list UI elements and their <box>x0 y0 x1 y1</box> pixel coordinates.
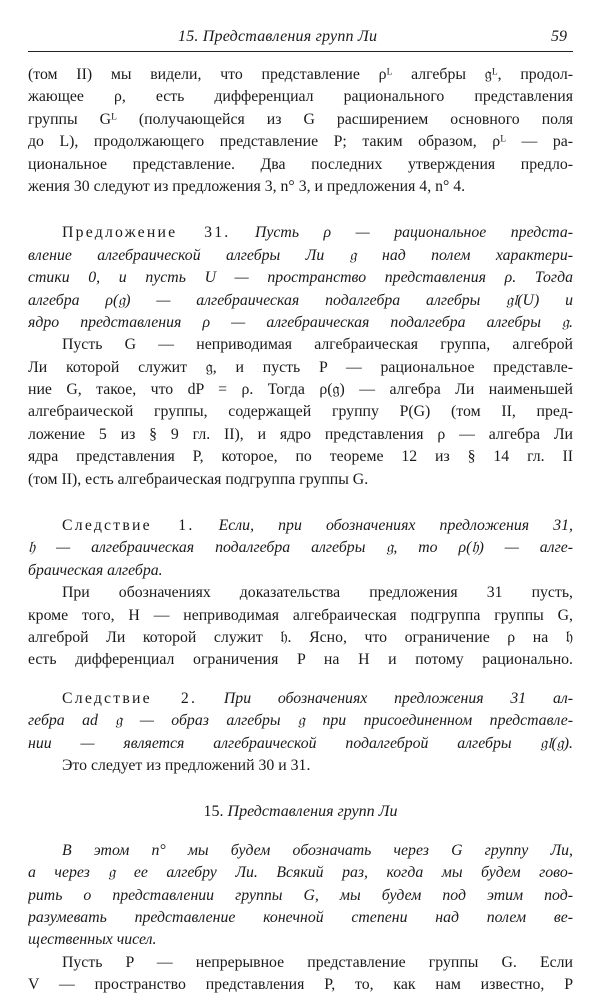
section-body-text: V — пространство представления P, то, как нам известно, P <box>28 976 573 994</box>
proof-text: Ли которой служит 𝔤, и пусть P — рациональное представле- <box>28 358 573 376</box>
section-intro-text: В этом n° мы будем обозначать через G группу Ли, <box>62 841 573 859</box>
proof-text: ложение 5 из § 9 гл. II), и ядро представления ρ — алгебра Ли <box>28 425 573 443</box>
section-body-text: Пусть P — непрерывное представление группы G. Если <box>62 953 573 971</box>
proof-text: есть дифференциал ограничения P на H и потому рационально. <box>28 651 573 669</box>
book-page <box>28 24 573 994</box>
proof-text: При обозначениях доказательства предложения 31 пусть, <box>62 584 573 602</box>
text-line: группы Gᴸ (получающейся из G расширением основного поля <box>28 110 573 128</box>
running-title: 15. Представления групп Ли <box>178 28 378 45</box>
corollary-text: браическая алгебра. <box>28 561 163 579</box>
corollary-text: При обозначениях предложения 31 ал- <box>223 689 573 707</box>
corollary-label: Следствие 1. <box>62 517 195 535</box>
section-intro-text: а через 𝔤 ее алгебру Ли. Всякий раз, когда мы будем гово- <box>28 864 573 882</box>
proof-text: алгеброй Ли которой служит 𝔥. Ясно, что ограничение ρ на 𝔥 <box>28 628 573 646</box>
text-line: жения 30 следуют из предложения 3, n° 3, и предложения 4, n° 4. <box>28 177 466 195</box>
section-intro-text: щественных чисел. <box>28 931 157 949</box>
corollary-text: нии — является алгебраической подалгеброй алгебры 𝔤𝔩(𝔤). <box>28 734 573 752</box>
text-line: циональное представление. Два последних утверждения предло- <box>28 155 573 173</box>
page-body <box>28 64 573 996</box>
proof-text: ние G, такое, что dP = ρ. Тогда ρ(𝔤) — алгебра Ли наименьшей <box>28 381 573 399</box>
proposition-label: Предложение 31. <box>62 224 231 242</box>
section-title: Представления групп Ли <box>227 803 398 821</box>
proof-text: алгебраической группы, содержащей группу P(G) (том II, пред- <box>28 403 573 421</box>
corollary-2-first-line <box>28 688 573 710</box>
section-intro-text: рить о представлении группы G, мы будем под этим под- <box>28 886 573 904</box>
text-line: жающее ρ, есть дифференциал рационального представления <box>28 88 573 106</box>
page-number: 59 <box>551 28 567 45</box>
proposition-text: вление алгебраической алгебры Ли 𝔤 над полем характери- <box>28 246 573 264</box>
proposition-text: стики 0, и пусть U — пространство представления ρ. Тогда <box>28 269 573 287</box>
text-line: (том II) мы видели, что представление ρᴸ алгебры 𝔤ᴸ, продол- <box>28 66 573 83</box>
proof-text: кроме того, H — неприводимая алгебраическая подгруппа группы G, <box>28 606 573 624</box>
section-number: 15. <box>203 803 224 821</box>
corollary-label: Следствие 2. <box>62 689 198 707</box>
corollary-text: 𝔥 — алгебраическая подалгебра алгебры 𝔤, то ρ(𝔥) — алге- <box>28 539 573 557</box>
corollary-1-first-line <box>28 515 573 537</box>
proof-text: Это следует из предложений 30 и 31. <box>62 756 311 774</box>
corollary-text: гебра ad 𝔤 — образ алгебры 𝔤 при присоединенном представле- <box>28 712 573 730</box>
page-header <box>28 24 573 50</box>
header-rule <box>28 51 573 52</box>
proof-text: Пусть G — неприводимая алгебраическая группа, алгеброй <box>62 336 573 354</box>
section-intro-text: разумевать представление конечной степени над полем ве- <box>28 908 573 926</box>
proposition-31-first-line <box>28 222 573 244</box>
proof-text: (том II), есть алгебраическая подгруппа группы G. <box>28 470 369 488</box>
proposition-text: ядро представления ρ — алгебраическая подалгебра алгебры 𝔤. <box>28 313 573 331</box>
corollary-text: Если, при обозначениях предложения 31, <box>218 517 573 535</box>
proposition-text: Пусть ρ — рациональное предста- <box>254 224 573 242</box>
proof-text: ядра представления P, которое, по теореме 12 из § 14 гл. II <box>28 448 573 466</box>
section-heading <box>28 801 573 823</box>
proposition-text: алгебра ρ(𝔤) — алгебраическая подалгебра алгебры 𝔤𝔩(U) и <box>28 291 573 309</box>
text-line: до L), продолжающего представление P; таким образом, ρᴸ — ра- <box>28 133 573 151</box>
